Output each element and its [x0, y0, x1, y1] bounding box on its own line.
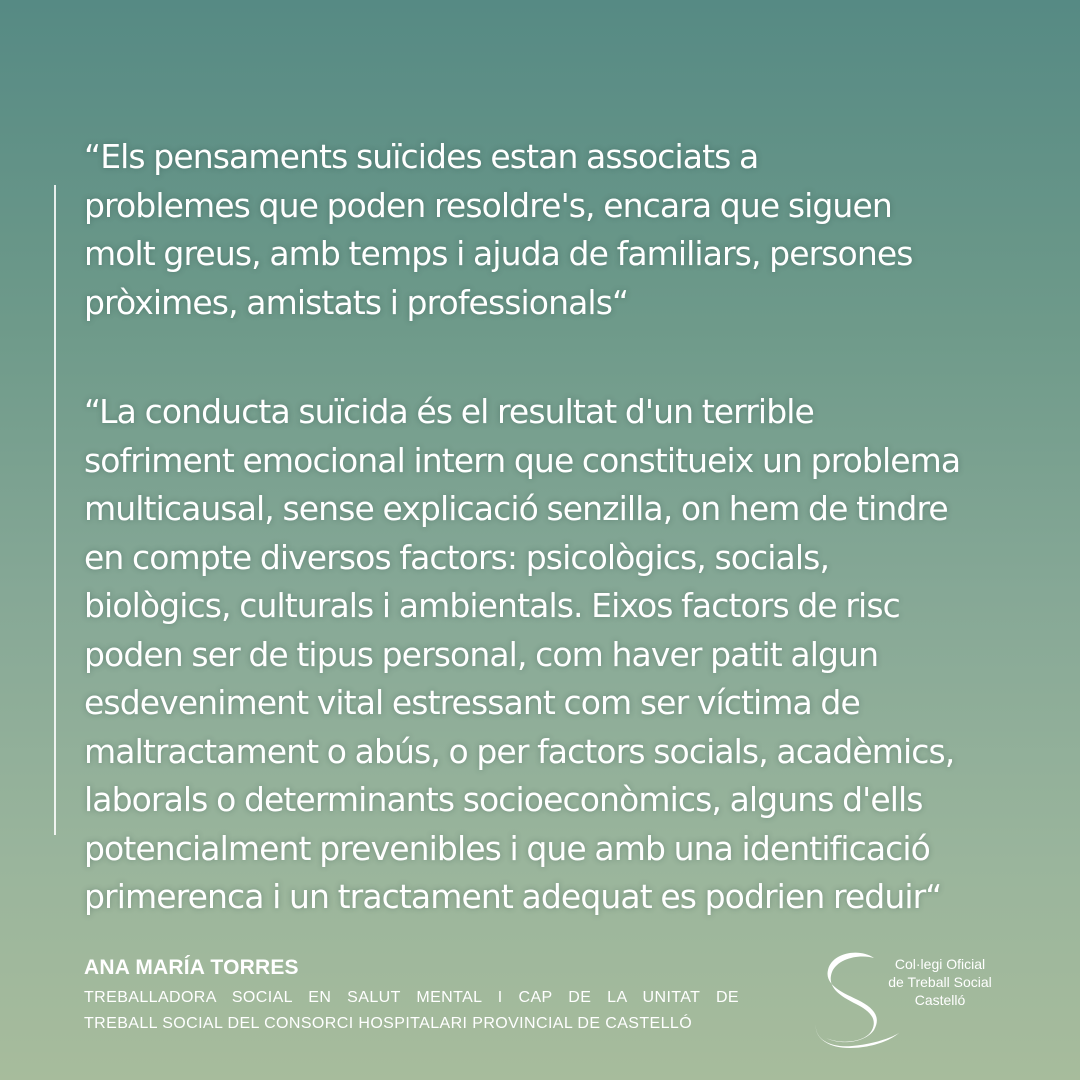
- organization-logo: [812, 950, 1012, 1050]
- quote-2-line: poden ser de tipus personal, com haver patit algun: [84, 634, 879, 674]
- author-role-line: TREBALLADORA SOCIAL EN SALUT MENTAL I CAP DE LA UNITAT DE: [84, 989, 739, 1006]
- quote-2-line: maltractament o abús, o per factors socials, acadèmics,: [84, 731, 955, 771]
- quote-1: [84, 133, 1034, 327]
- quote-2-line: “La conducta suïcida és el resultat d'un terrible: [84, 392, 814, 431]
- author-credit: [84, 955, 739, 1037]
- quote-2: [84, 388, 1034, 922]
- logo-text-line: de Treball Social: [888, 974, 992, 990]
- quote-1-line: pròximes, amistats i professionals“: [84, 282, 629, 322]
- quote-2-line: esdeveniment vital estressant com ser víctima de: [84, 683, 860, 722]
- quote-2-line: en compte diversos factors: psicològics, socials,: [84, 537, 830, 577]
- quote-2-line: biològics, culturals i ambientals. Eixos factors de risc: [84, 586, 900, 625]
- quote-2-line: laborals o determinants socioeconòmics, alguns d'ells: [84, 780, 923, 819]
- quote-1-line: “Els pensaments suïcides estan associats a: [84, 137, 759, 176]
- quote-2-line: sofriment emocional intern que constitueix un problema: [84, 440, 961, 480]
- quote-2-line: potencialment prevenibles i que amb una identificació: [84, 828, 930, 868]
- quote-2-line: primerenca i un tractament adequat es podrien reduir“: [84, 877, 942, 916]
- author-role-line: TREBALL SOCIAL DEL CONSORCI HOSPITALARI PROVINCIAL DE CASTELLÓ: [84, 1015, 693, 1032]
- quote-1-line: problemes que poden resoldre's, encara que siguen: [84, 185, 892, 225]
- vertical-divider-line: [54, 185, 56, 835]
- quotes-section: [84, 133, 1034, 922]
- quote-1-line: molt greus, amb temps i ajuda de familiars, persones: [84, 234, 913, 273]
- quote-2-line: multicausal, sense explicació senzilla, on hem de tindre: [84, 489, 948, 528]
- logo-text-line: Castelló: [914, 992, 966, 1008]
- logo-text-line: Col·legi Oficial: [894, 956, 986, 972]
- author-name: ANA MARÍA TORRES: [84, 956, 299, 979]
- author-role: [84, 985, 739, 1037]
- logo-text: [870, 955, 1010, 1009]
